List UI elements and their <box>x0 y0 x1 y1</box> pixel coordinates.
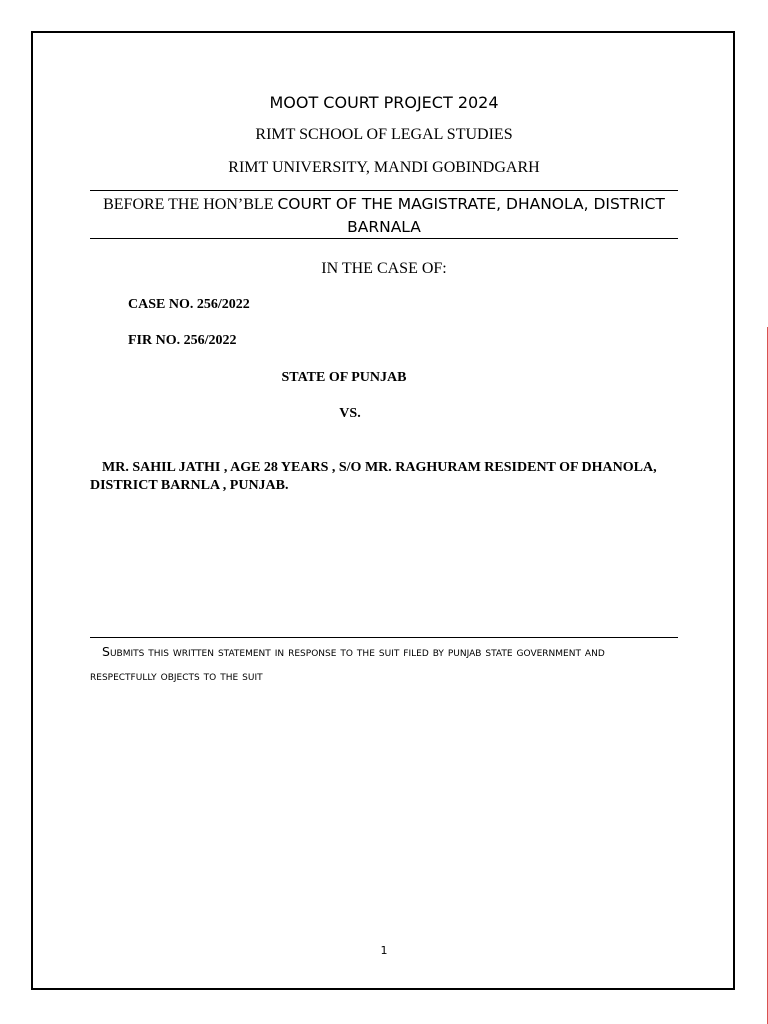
divider-middle <box>90 238 678 239</box>
statement-first-letter: S <box>102 644 110 659</box>
school-name: RIMT SCHOOL OF LEGAL STUDIES <box>255 126 513 143</box>
case-intro: IN THE CASE OF: <box>321 260 447 277</box>
accused-details: MR. SAHIL JATHI , AGE 28 YEARS , S/O MR. RAGHURAM RESIDENT OF DHANOLA, DISTRICT BARNLA , PUNJAB. <box>90 460 657 493</box>
statement-text <box>90 640 670 688</box>
fir-number: FIR NO. 256/2022 <box>128 333 237 348</box>
statement-body: ubmits this written statement in response to the suit filed by punjab state government and respectfully objects to the suit <box>90 644 605 683</box>
case-number: CASE NO. 256/2022 <box>128 297 250 312</box>
court-name: COURT OF THE MAGISTRATE, DHANOLA, DISTRICT BARNALA <box>277 195 665 236</box>
court-heading <box>90 193 678 239</box>
project-title: MOOT COURT PROJECT 2024 <box>269 93 499 112</box>
divider-bottom <box>90 637 678 638</box>
plaintiff-name: STATE OF PUNJAB <box>281 370 407 385</box>
university-name: RIMT UNIVERSITY, MANDI GOBINDGARH <box>228 159 540 176</box>
versus-label: VS. <box>339 406 361 421</box>
page-number: 1 <box>380 944 388 957</box>
court-prefix: BEFORE THE HON’BLE <box>103 196 278 213</box>
divider-top <box>90 190 678 191</box>
